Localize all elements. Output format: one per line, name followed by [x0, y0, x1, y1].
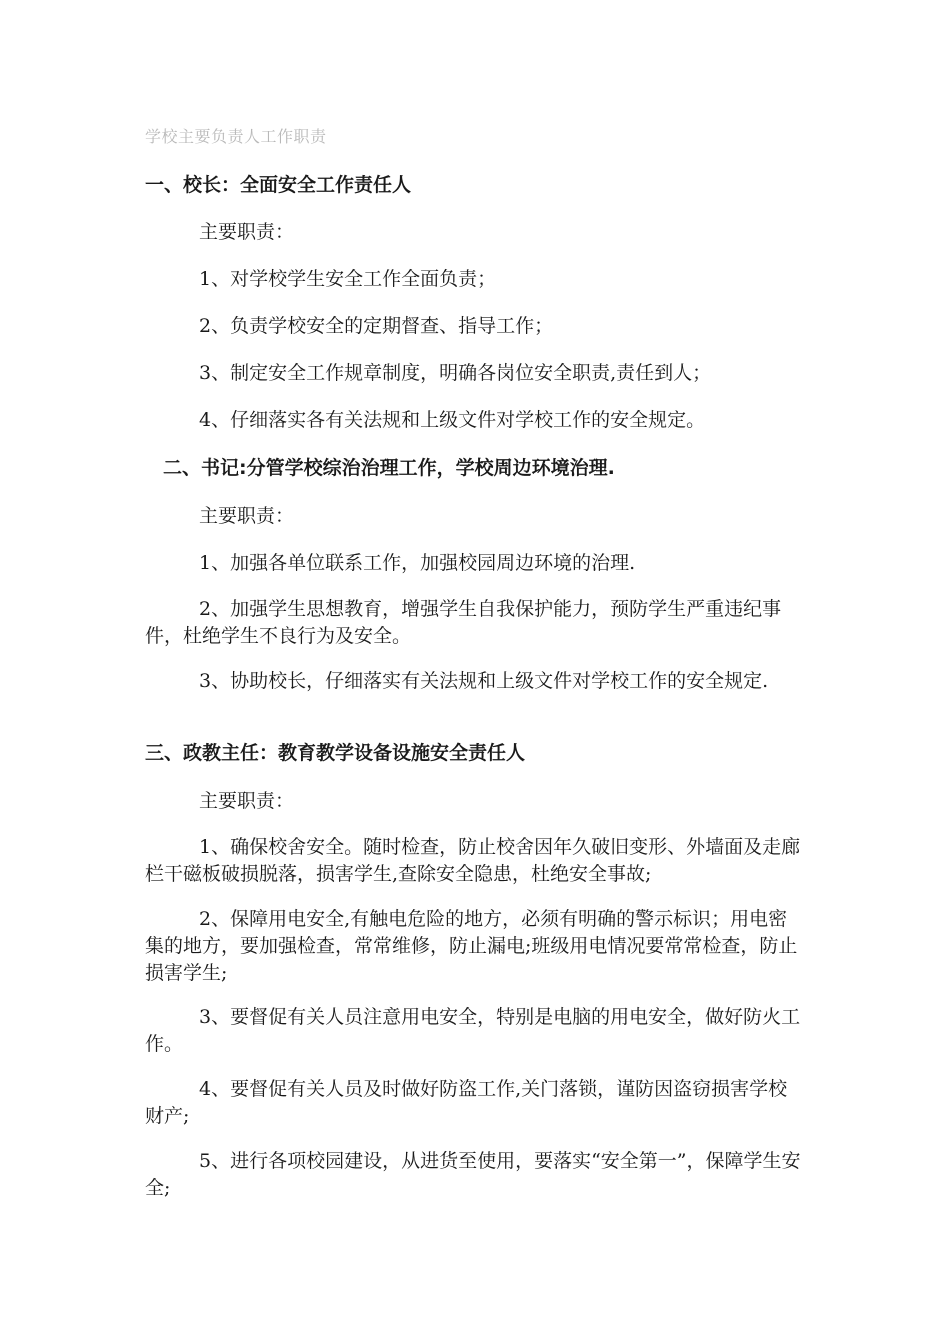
- duty-item: 1、加强各单位联系工作，加强校园周边环境的治理.: [199, 552, 636, 574]
- section-heading-secretary: 二、书记:分管学校综治治理工作，学校周边环境治理.: [163, 457, 615, 479]
- duty-item: 4、仔细落实各有关法规和上级文件对学校工作的安全规定。: [199, 409, 706, 431]
- duty-item: 3、协助校长，仔细落实有关法规和上级文件对学校工作的安全规定.: [199, 670, 769, 692]
- duty-item: 2、保障用电安全,有触电危险的地方，必须有明确的警示标识；用电密集的地方，要加强检查，常常维修，防止漏电;班级用电情况要常常检查，防止损害学生;: [145, 908, 798, 984]
- section-heading-principal: 一、校长：全面安全工作责任人: [145, 174, 412, 196]
- duties-label: 主要职责：: [199, 790, 295, 812]
- duty-item: 5、进行各项校园建设，从进货至使用，要落实“安全第一”，保障学生安全;: [145, 1150, 801, 1199]
- duty-item: 1、对学校学生安全工作全面负责；: [199, 268, 497, 290]
- duties-label: 主要职责：: [199, 221, 295, 243]
- section-heading-political-director: 三、政教主任：教育教学设备设施安全责任人: [145, 742, 526, 764]
- document-title: 学校主要负责人工作职责: [145, 127, 327, 146]
- duty-item: 3、制定安全工作规章制度，明确各岗位安全职责,责任到人；: [199, 362, 712, 384]
- duty-item: 4、要督促有关人员及时做好防盗工作,关门落锁，谨防因盗窃损害学校财产;: [145, 1078, 788, 1127]
- duty-item: 2、负责学校安全的定期督查、指导工作；: [199, 315, 554, 337]
- duty-item: 2、加强学生思想教育，增强学生自我保护能力，预防学生严重违纪事件，杜绝学生不良行为及安全。: [145, 598, 782, 647]
- duties-label: 主要职责：: [199, 505, 295, 527]
- duty-item: 1、确保校舍安全。随时检查，防止校舍因年久破旧变形、外墙面及走廊栏干磁板破损脱落，损害学生,查除安全隐患，杜绝安全事故;: [145, 836, 801, 885]
- duty-item: 3、要督促有关人员注意用电安全，特别是电脑的用电安全，做好防火工作。: [145, 1006, 801, 1055]
